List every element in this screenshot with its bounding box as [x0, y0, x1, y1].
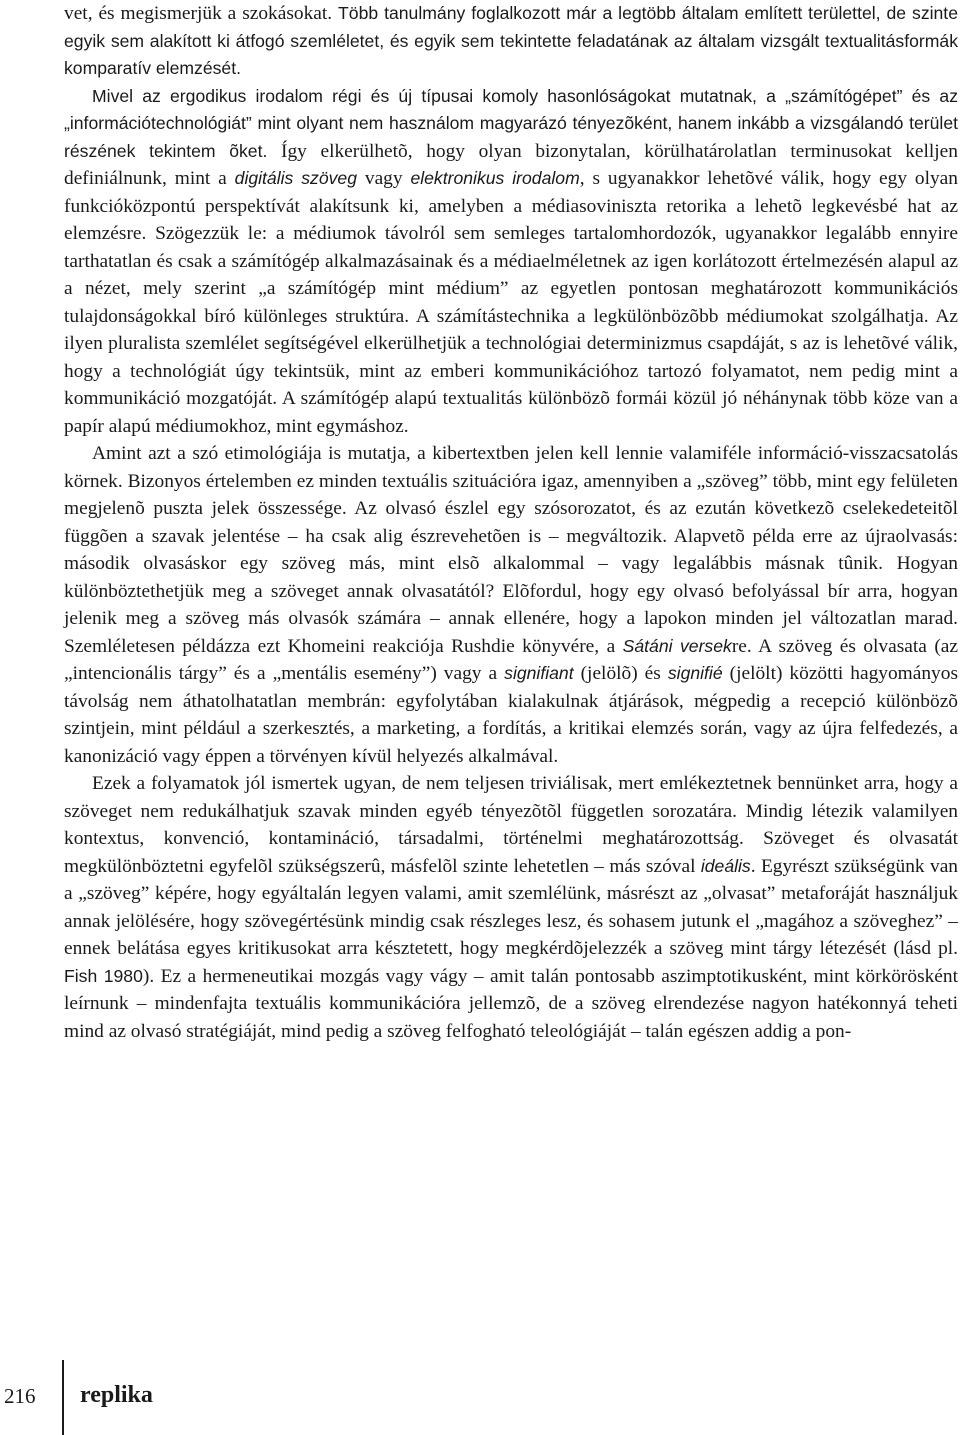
text-run: signifié	[667, 663, 723, 683]
paragraph	[64, 0, 958, 83]
page-footer	[0, 1360, 960, 1435]
text-run: Sátáni versek	[622, 635, 732, 656]
paragraph	[64, 83, 958, 441]
text-run: , s ugyanakkor lehetõvé válik, hogy egy olyan funkcióközpontú perspektívát alakítsunk ki, amelyben a médiasoviniszta retorika a lehetõ legkevésbé hat az elemzésre. Szögezzük le: a médiumok távolról sem semleges tartalomhordozók, ugyanakkor legalább ennyire tarthatatlan és csak a számítógép alkalmazásainak és a médiaelméletnek az igen korlátozott értelmezésén alapul az a nézet, mely szerint „a számítógép mint médium” az egyetlen pontosan meghatározott kommunikációs tulajdonságokkal bíró különleges struktúra. A számítástechnika a legkülönbözõbb médiumokat szolgálhatja. Az ilyen pluralista szemlélet segítségével elkerülhetjük a technológiai determinizmus csapdáját, s az is lehetõvé válik, hogy a technológiát úgy tekintsük, mint az emberi kommunikációhoz tartozó folyamatot, nem pedig mint a kommunikáció mozgatóját. A számítógép alapú textualitás különbözõ formái közül jó néhánynak több köze van a papír alapú médiumokhoz, mint egymáshoz.	[64, 168, 958, 437]
paragraph	[64, 440, 958, 770]
text-run: digitális szöveg	[234, 168, 357, 188]
text-run: Amint azt a szó etimológiája is mutatja, a kibertextben jelen kell lennie valamiféle információ-visszacsatolás körnek. Bizonyos értelemben ez minden textuális szituációra igaz, amennyiben a „szöveg” több, mint egy felületen megjelenõ puszta jelek összessége. Az olvasó észlel egy szósorozatot, és az ezután következõ cselekedeteitõl függõen a szavak jelentése – ha csak alig észrevehetõen is – megváltozik. Alapvetõ példa erre az újraolvasás: második olvasáskor egy szöveg más, mint elsõ alkalommal – vagy legalábbis másnak tûnik. Hogyan különböztethetjük meg a szöveget annak olvasatától? Elõfordul, hogy egy olvasó befolyással bír arra, hogyan jelenik meg a szöveg más olvasók számára – annak ellenére, hogy a lapokon minden jel változatlan marad. Szemléletesen példázza ezt Khomeini reakciója Rushdie könyvére, a	[64, 443, 958, 657]
text-run: (jelölõ) és	[573, 663, 668, 684]
text-run: re. A szöveg és olvasata (az „intencionális tárgy” és a „mentális esemény”) vagy a	[64, 635, 958, 684]
text-run: Így elkerülhetõ, hogy olyan bizonytalan, körülhatárolatlan terminusokat kelljen definiálnunk, mint a	[64, 140, 958, 189]
text-run: signifiant	[504, 663, 574, 683]
text-run: Ezek a folyamatok jól ismertek ugyan, de nem teljesen triviálisak, mert emlékeztetnek bennünket arra, hogy a szöveget nem redukálhatjuk szavak minden egyéb tényezõtõl független sorozatára. Mindig létezik valamilyen kontextus, konvenció, kontamináció, társadalmi, történelmi meghatározottság. Szöveget és olvasatát megkülönböztetni egyfelõl szükségszerû, másfelõl szinte lehetetlen – más szóval	[64, 773, 958, 877]
article-body	[64, 0, 958, 1045]
journal-name: replika	[80, 1382, 153, 1408]
page-number: 216	[4, 1384, 36, 1408]
text-run: elektronikus irodalom	[410, 168, 580, 188]
footer-divider	[62, 1360, 64, 1435]
text-run: . Egyrészt szükségünk van a „szöveg” képére, hogy egyáltalán legyen valami, amit szemlélünk, másrészt az „olvasat” metaforáját használjuk annak jelölésére, hogy szövegértésünk mindig csak részleges lesz, és sohasem jutunk el „magához a szöveghez” – ennek belátása egyes kritikusokat arra késztetett, hogy megkérdõjelezzék a szöveg mint tárgy létezését (lásd pl.	[64, 855, 958, 959]
text-run: ideális	[700, 855, 751, 876]
text-run: Mivel az ergodikus irodalom régi és új típusai komoly hasonlóságokat mutatnak, a „számítógépet” és az „információtechnológiát” mint olyant nem használom magyarázó tényezõként, hanem inkább a vizsgálandó terület részének tekintem õket.	[64, 85, 958, 161]
text-run: vet, és megismerjük a szokásokat.	[64, 3, 339, 24]
text-run: Fish 1980	[64, 965, 143, 986]
paragraph	[64, 770, 958, 1045]
text-run: (jelölt) közötti hagyományos távolság nem áthatolhatatlan membrán: egyfolytában kialakulnak átjárások, mégpedig a recepció különbözõ szintjein, mint például a szerkesztés, a marketing, a fordítás, a kritikai elemzés során, vagy az újra felfedezés, a kanonizáció vagy éppen a törvényen kívül helyezés alkalmával.	[64, 663, 958, 767]
text-run: vagy	[357, 168, 411, 189]
text-run: Több tanulmány foglalkozott már a legtöbb általam említett területtel, de szinte egyik sem alakított ki átfogó szemléletet, és egyik sem tekintette feladatának az általam vizsgált textualitásformák komparatív elemzését.	[64, 3, 958, 78]
text-run: ). Ez a hermeneutikai mozgás vagy vágy – amit talán pontosabb aszimptotikusként, mint körkörösként leírnunk – mindenfajta textuális kommunikációra jellemzõ, de a szöveg elrendezése nagyon hatékonnyá teheti mind az olvasó stratégiáját, mind pedig a szöveg felfogható teleológiáját – talán egészen addig a pon-	[64, 965, 958, 1042]
